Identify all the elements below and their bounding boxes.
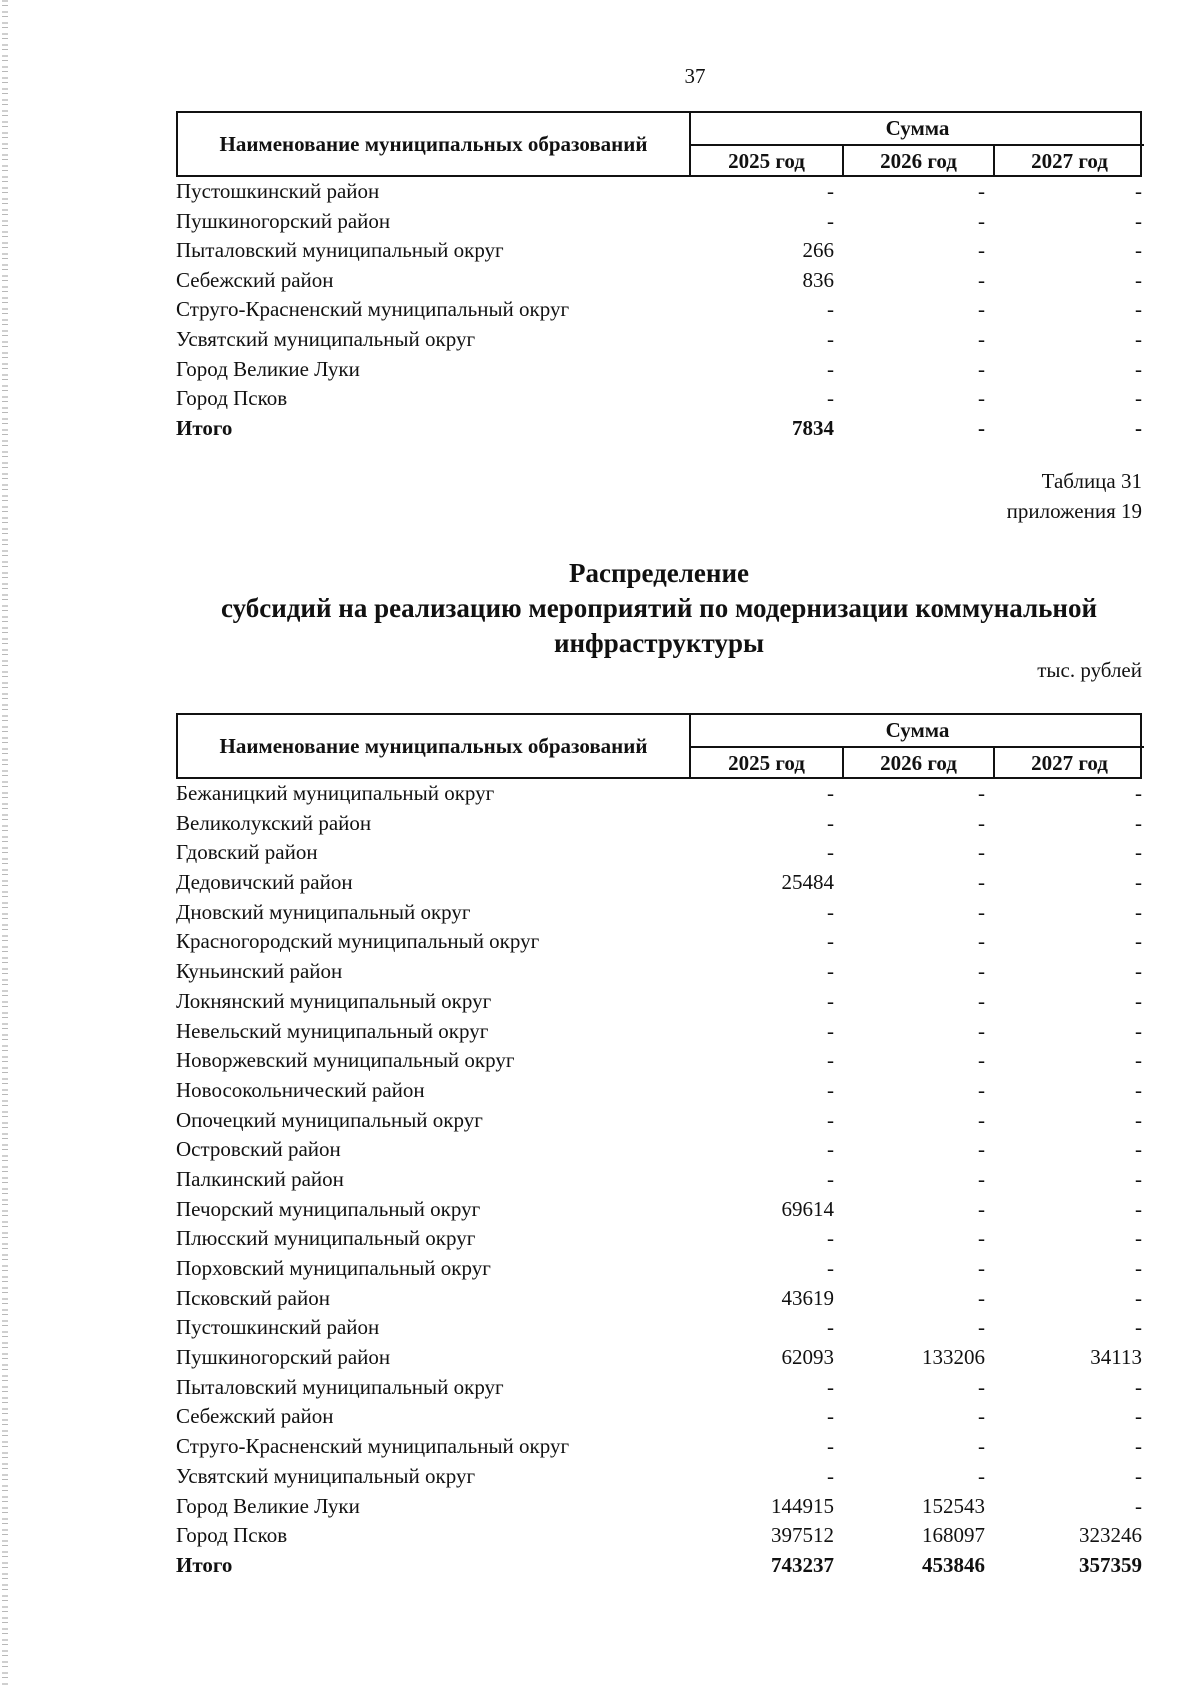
table-row <box>176 1195 1142 1225</box>
value-2025: - <box>827 1315 834 1340</box>
header-year-2025: 2025 год <box>728 149 805 173</box>
total-row <box>176 1551 1142 1581</box>
value-2025: 397512 <box>771 1523 834 1548</box>
table-row <box>176 1165 1142 1195</box>
value-2025: - <box>827 1137 834 1162</box>
value-2025: 743237 <box>771 1552 834 1577</box>
table-row <box>176 1402 1142 1432</box>
row-name: Куньинский район <box>176 959 343 984</box>
row-name: Локнянский муниципальный округ <box>176 988 492 1013</box>
row-name: Себежский район <box>176 1404 334 1429</box>
row-name: Опочецкий муниципальный округ <box>176 1107 483 1132</box>
value-2027: 357359 <box>1079 1552 1142 1577</box>
value-2026: - <box>978 1285 985 1310</box>
table-row <box>176 207 1142 237</box>
table-row <box>176 1254 1142 1284</box>
total-row <box>176 414 1142 444</box>
value-2027: - <box>1135 386 1142 411</box>
value-2026: - <box>978 1048 985 1073</box>
value-2026: - <box>978 929 985 954</box>
value-2025: - <box>827 1018 834 1043</box>
value-2025: - <box>827 1107 834 1132</box>
value-2027: - <box>1135 899 1142 924</box>
table-row <box>176 1135 1142 1165</box>
value-2025: - <box>827 988 834 1013</box>
value-2027: - <box>1135 297 1142 322</box>
value-2025: - <box>827 929 834 954</box>
value-2027: - <box>1135 1434 1142 1459</box>
table-row <box>176 1313 1142 1343</box>
table-header <box>176 713 1142 779</box>
row-name: Печорский муниципальный округ <box>176 1196 481 1221</box>
value-2025: - <box>827 1048 834 1073</box>
value-2026: - <box>978 959 985 984</box>
row-name: Пустошкинский район <box>176 1315 380 1340</box>
header-year-2027: 2027 год <box>993 146 1144 175</box>
value-2026: - <box>978 1315 985 1340</box>
row-name: Усвятский муниципальный округ <box>176 326 476 351</box>
table-row <box>176 384 1142 414</box>
value-2027: - <box>1135 1048 1142 1073</box>
row-name: Дновский муниципальный округ <box>176 899 471 924</box>
table-row <box>176 898 1142 928</box>
value-2026: - <box>978 1018 985 1043</box>
value-2027: - <box>1135 326 1142 351</box>
value-2025: - <box>827 840 834 865</box>
value-2026: - <box>978 840 985 865</box>
value-2026: - <box>978 267 985 292</box>
doc-title <box>176 556 1142 661</box>
value-2025: 7834 <box>792 415 834 440</box>
value-2027: 34113 <box>1090 1345 1142 1370</box>
value-2027: - <box>1135 1018 1142 1043</box>
value-2025: - <box>827 899 834 924</box>
row-name: Порховский муниципальный округ <box>176 1256 491 1280</box>
value-2026: 152543 <box>922 1493 985 1518</box>
value-2026: - <box>978 1166 985 1191</box>
table-row <box>176 1224 1142 1254</box>
value-2025: - <box>827 810 834 835</box>
header-year-2027: 2027 год <box>993 748 1144 777</box>
table-row <box>176 325 1142 355</box>
value-2026: - <box>978 297 985 322</box>
table-row <box>176 1284 1142 1314</box>
value-2026: - <box>978 1077 985 1102</box>
value-2025: 25484 <box>781 870 834 895</box>
value-2025: - <box>827 1077 834 1102</box>
table-label: Таблица 31 <box>1041 469 1142 493</box>
table-row <box>176 1432 1142 1462</box>
value-2027: - <box>1135 870 1142 895</box>
value-2026: - <box>978 1256 985 1280</box>
value-2026: - <box>978 1137 985 1162</box>
table-header <box>176 111 1142 177</box>
row-name: Островский район <box>176 1137 341 1162</box>
value-2027: - <box>1135 1226 1142 1251</box>
header-year-2026: 2026 год <box>842 146 993 175</box>
value-2026: - <box>978 326 985 351</box>
value-2026: - <box>978 356 985 381</box>
value-2025: 144915 <box>771 1493 834 1518</box>
row-name: Дедовичский район <box>176 870 353 895</box>
value-2025: - <box>827 1463 834 1488</box>
value-2027: - <box>1135 415 1142 440</box>
title-line-2: субсидий на реализацию мероприятий по модернизации коммунальной <box>220 593 1098 623</box>
table-row <box>176 987 1142 1017</box>
value-2027: - <box>1135 810 1142 835</box>
value-2025: 43619 <box>781 1285 834 1310</box>
header-sum: Сумма <box>691 113 1144 146</box>
row-name: Пушкиногорский район <box>176 208 391 233</box>
value-2026: - <box>978 1226 985 1251</box>
table-row <box>176 927 1142 957</box>
table-31 <box>176 713 1142 1581</box>
value-2027: - <box>1135 1285 1142 1310</box>
table-row <box>176 868 1142 898</box>
value-2027: - <box>1135 1137 1142 1162</box>
row-name: Усвятский муниципальный округ <box>176 1463 476 1488</box>
value-2027: 323246 <box>1079 1523 1142 1548</box>
value-2027: - <box>1135 959 1142 984</box>
value-2026: - <box>978 179 985 203</box>
header-year-2026: 2026 год <box>842 748 993 777</box>
table-row <box>176 1492 1142 1522</box>
row-name: Красногородский муниципальный округ <box>176 929 540 954</box>
table-row <box>176 957 1142 987</box>
value-2026: - <box>978 238 985 263</box>
value-2026: - <box>978 1374 985 1399</box>
header-sum: Сумма <box>691 715 1144 748</box>
value-2026: - <box>978 1404 985 1429</box>
value-2025: - <box>827 1226 834 1251</box>
value-2026: 133206 <box>922 1345 985 1370</box>
table-row <box>176 838 1142 868</box>
value-2025: - <box>827 326 834 351</box>
row-name: Невельский муниципальный округ <box>176 1018 489 1043</box>
row-name: Пустошкинский район <box>176 179 380 203</box>
table-row <box>176 266 1142 296</box>
value-2025: - <box>827 208 834 233</box>
value-2027: - <box>1135 1196 1142 1221</box>
value-2025: - <box>827 297 834 322</box>
row-name: Город Великие Луки <box>176 356 360 381</box>
value-2026: - <box>978 1107 985 1132</box>
row-name: Великолукский район <box>176 810 372 835</box>
value-2027: - <box>1135 1166 1142 1191</box>
value-2026: - <box>978 208 985 233</box>
value-2026: 168097 <box>922 1523 985 1548</box>
title-line-3: инфраструктуры <box>553 628 765 658</box>
value-2027: - <box>1135 1077 1142 1102</box>
value-2027: - <box>1135 179 1142 203</box>
table-row <box>176 1046 1142 1076</box>
title-line-1: Распределение <box>568 558 750 588</box>
value-2026: - <box>978 1434 985 1459</box>
table-row <box>176 809 1142 839</box>
row-name: Город Псков <box>176 386 288 411</box>
row-name: Плюсский муниципальный округ <box>176 1226 476 1251</box>
row-name: Город Псков <box>176 1523 288 1548</box>
value-2026: - <box>978 386 985 411</box>
value-2027: - <box>1135 1493 1142 1518</box>
table-row <box>176 1076 1142 1106</box>
value-2027: - <box>1135 208 1142 233</box>
value-2027: - <box>1135 238 1142 263</box>
value-2025: - <box>827 959 834 984</box>
value-2025: 836 <box>802 267 834 292</box>
row-name: Бежаницкий муниципальный округ <box>176 781 495 805</box>
value-2027: - <box>1135 267 1142 292</box>
value-2027: - <box>1135 1463 1142 1488</box>
table-body <box>176 177 1142 443</box>
value-2025: - <box>827 1374 834 1399</box>
value-2026: - <box>978 899 985 924</box>
value-2025: - <box>827 1256 834 1280</box>
value-2025: - <box>827 1166 834 1191</box>
header-name-col: Наименование муниципальных образований <box>178 715 691 777</box>
value-2027: - <box>1135 356 1142 381</box>
value-2025: - <box>827 179 834 203</box>
value-2026: 453846 <box>922 1552 985 1577</box>
table-row <box>176 295 1142 325</box>
value-2027: - <box>1135 1315 1142 1340</box>
units-label: тыс. рублей <box>1037 658 1142 682</box>
value-2027: - <box>1135 1256 1142 1280</box>
row-name: Пушкиногорский район <box>176 1345 391 1370</box>
value-2025: 62093 <box>781 1345 834 1370</box>
table-row <box>176 355 1142 385</box>
table-row <box>176 1521 1142 1551</box>
row-name: Гдовский район <box>176 840 318 865</box>
table-row <box>176 236 1142 266</box>
value-2027: - <box>1135 1107 1142 1132</box>
row-name: Новосокольнический район <box>176 1077 425 1102</box>
value-2027: - <box>1135 1404 1142 1429</box>
row-name: Палкинский район <box>176 1166 344 1191</box>
page-number: 37 <box>684 64 706 88</box>
row-name: Струго-Красненский муниципальный округ <box>176 297 570 322</box>
value-2026: - <box>978 810 985 835</box>
row-name: Новоржевский муниципальный округ <box>176 1048 515 1073</box>
table-row <box>176 1106 1142 1136</box>
value-2027: - <box>1135 988 1142 1013</box>
value-2026: - <box>978 1196 985 1221</box>
value-2026: - <box>978 988 985 1013</box>
value-2027: - <box>1135 781 1142 805</box>
table-row <box>176 1462 1142 1492</box>
value-2025: - <box>827 386 834 411</box>
table-row <box>176 1017 1142 1047</box>
row-name: Пыталовский муниципальный округ <box>176 238 504 263</box>
value-2025: 266 <box>802 238 834 263</box>
value-2026: - <box>978 781 985 805</box>
value-2025: - <box>827 1434 834 1459</box>
row-name: Струго-Красненский муниципальный округ <box>176 1434 570 1459</box>
table-row <box>176 1373 1142 1403</box>
header-year-2025: 2025 год <box>728 751 805 775</box>
value-2025: 69614 <box>781 1196 834 1221</box>
row-name: Итого <box>176 415 233 440</box>
value-2026: - <box>978 870 985 895</box>
appendix-label: приложения 19 <box>1006 499 1142 523</box>
scan-edge-artifact <box>2 0 8 1686</box>
value-2027: - <box>1135 929 1142 954</box>
table-continued <box>176 111 1142 443</box>
table-row <box>176 177 1142 207</box>
row-name: Город Великие Луки <box>176 1493 360 1518</box>
value-2025: - <box>827 1404 834 1429</box>
row-name: Итого <box>176 1552 233 1577</box>
value-2027: - <box>1135 1374 1142 1399</box>
table-row <box>176 1343 1142 1373</box>
row-name: Псковский район <box>176 1285 330 1310</box>
value-2025: - <box>827 356 834 381</box>
value-2026: - <box>978 415 985 440</box>
value-2027: - <box>1135 840 1142 865</box>
header-name-col: Наименование муниципальных образований <box>178 113 691 175</box>
table-row <box>176 779 1142 809</box>
table-body <box>176 779 1142 1581</box>
row-name: Пыталовский муниципальный округ <box>176 1374 504 1399</box>
row-name: Себежский район <box>176 267 334 292</box>
value-2025: - <box>827 781 834 805</box>
value-2026: - <box>978 1463 985 1488</box>
